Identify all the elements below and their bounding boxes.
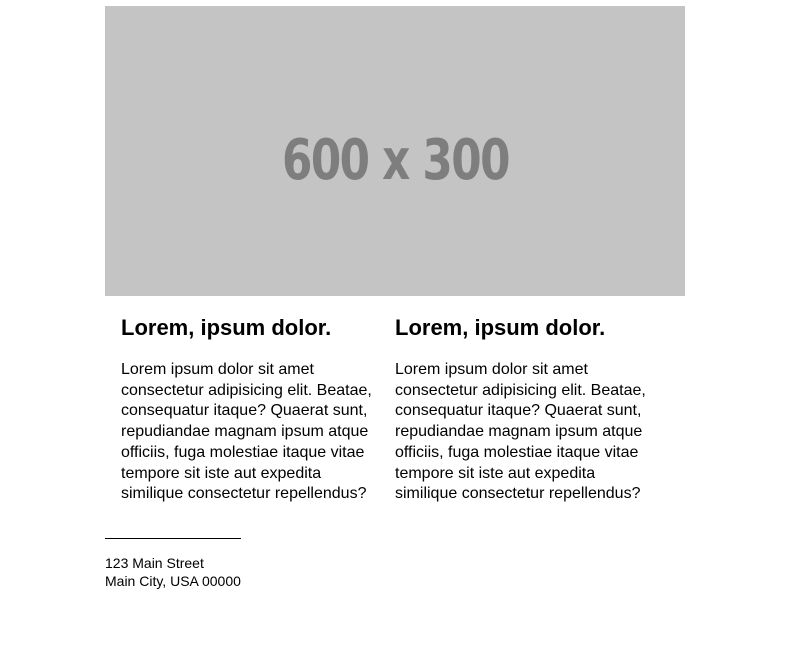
footer-divider <box>105 538 241 539</box>
hero-image-placeholder <box>105 6 685 296</box>
footer-address <box>105 554 685 590</box>
email-container <box>105 6 685 590</box>
column-left <box>121 314 395 505</box>
column-title: Lorem, ipsum dolor. <box>121 315 332 340</box>
column-title: Lorem, ipsum dolor. <box>395 315 606 340</box>
column-body-text: Lorem ipsum dolor sit amet consectetur adipisicing elit. Beatae, consequatur itaque? Quaerat sunt, repudiandae magnam ipsum atque officiis, fuga molestiae itaque vitae tempore sit iste aut expedita similique consectetur repellendus? <box>395 361 646 503</box>
address-line-city: Main City, USA 00000 <box>105 572 241 589</box>
column-right <box>395 314 669 505</box>
column-body-text: Lorem ipsum dolor sit amet consectetur adipisicing elit. Beatae, consequatur itaque? Quaerat sunt, repudiandae magnam ipsum atque officiis, fuga molestiae itaque vitae tempore sit iste aut expedita similique consectetur repellendus? <box>121 361 372 503</box>
address-line-street: 123 Main Street <box>105 554 204 571</box>
two-column-section <box>105 314 685 505</box>
hero-placeholder-label: 600 x 300 <box>281 127 509 193</box>
